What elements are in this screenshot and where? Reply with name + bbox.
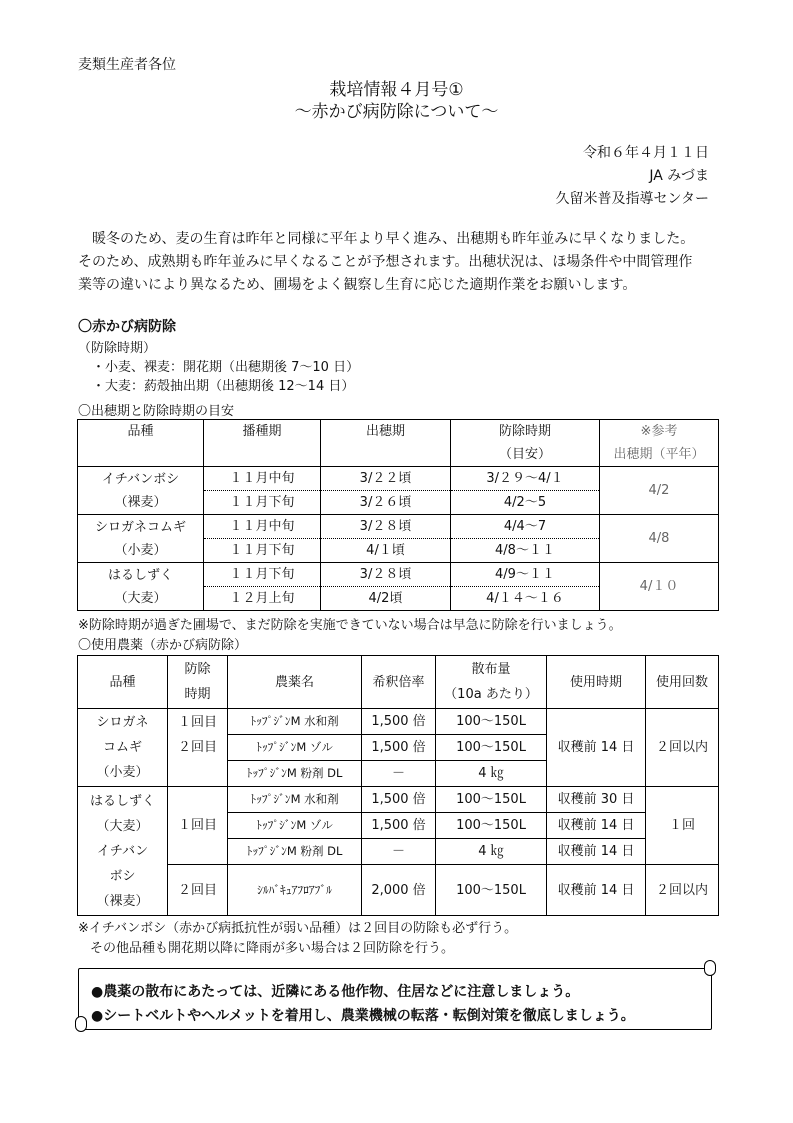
reference-cell: 4/8: [600, 515, 719, 563]
amount-cell: 100～150L: [436, 865, 547, 916]
intro-line-2: そのため、成熟期も昨年並みに早くなることが予想されます。出穂状況は、ほ場条件や中間管理作: [78, 254, 693, 270]
sowing-cell: １２月上旬: [204, 587, 321, 611]
sowing-cell: １１月下旬: [204, 563, 321, 587]
header-heading: 出穂期: [321, 420, 451, 467]
header-amount: 散布量 （10a あたり）: [436, 656, 547, 709]
control-cell: 4/9～１１: [451, 563, 600, 587]
table-header-row: [78, 420, 719, 467]
product-cell: ﾄｯﾌﾟｼﾞﾝM ゾル: [228, 735, 362, 761]
dilution-cell: 1,500 倍: [362, 735, 436, 761]
heading-cell: 3/２８頃: [321, 563, 451, 587]
scroll-frame: [78, 968, 712, 1030]
dilution-cell: 2,000 倍: [362, 865, 436, 916]
addressee: 麦類生産者各位: [78, 57, 176, 73]
period-wheat: ・小麦、裸麦：開花期（出穂期後 7～10 日）: [92, 360, 360, 375]
control-cell: 4/4～7: [451, 515, 600, 539]
amount-cell: 4 ㎏: [436, 839, 547, 865]
header-reference: ※参考 出穂期（平年）: [600, 420, 719, 467]
control-cell: 4/8～１１: [451, 539, 600, 563]
dilution-cell: －: [362, 839, 436, 865]
header-count: 使用回数: [646, 656, 719, 709]
note-late-control: ※防除時期が過ぎた圃場で、まだ防除を実施できていない場合は早急に防除を行いましょう。: [78, 618, 622, 633]
period-barley: ・大麦：葯殻抽出期（出穂期後 12～14 日）: [92, 379, 355, 394]
table-row: [78, 563, 719, 587]
product-cell: ﾄｯﾌﾟｼﾞﾝM ゾル: [228, 813, 362, 839]
reference-cell: 4/１０: [600, 563, 719, 611]
dilution-cell: 1,500 倍: [362, 709, 436, 735]
scroll-curl-icon: [704, 960, 716, 976]
variety-cell: はるしずく （大麦）: [78, 563, 204, 611]
intro-line-1: 暖冬のため、麦の生育は昨年と同様に平年より早く進み、出穂期も昨年並みに早くなりました。: [92, 231, 695, 247]
count-cell: １回: [646, 787, 719, 865]
control-cell: 4/2～5: [451, 491, 600, 515]
dilution-cell: 1,500 倍: [362, 787, 436, 813]
count-cell: ２回以内: [646, 865, 719, 916]
timing-cell: 収穫前 14 日: [547, 813, 646, 839]
header-timing: 使用時期: [547, 656, 646, 709]
sowing-cell: １１月中旬: [204, 467, 321, 491]
organization-2: 久留米普及指導センター: [555, 191, 709, 207]
intro-paragraph: [78, 228, 723, 297]
variety-cell: はるしずく （大麦） イチバン ボシ （裸麦）: [78, 787, 168, 916]
table1-caption: 〇出穂期と防除時期の目安: [78, 404, 235, 419]
amount-cell: 100～150L: [436, 735, 547, 761]
warning-spraying: ●農薬の散布にあたっては、近隣にある他作物、住居などに注意しましょう。: [91, 984, 580, 1000]
variety-cell: シロガネ コムギ （小麦）: [78, 709, 168, 787]
safety-scroll-box: [78, 960, 718, 1032]
dilution-cell: 1,500 倍: [362, 813, 436, 839]
note-ichibanboshi: ※イチバンボシ（赤かび病抵抗性が弱い品種）は２回目の防除も必ず行う。: [78, 921, 518, 936]
period-cell: ２回目: [168, 865, 228, 916]
heading-schedule-table: [77, 419, 719, 611]
timing-cell: 収穫前 14 日: [547, 865, 646, 916]
count-cell: ２回以内: [646, 709, 719, 787]
period-cell: １回目: [168, 787, 228, 865]
title-line-1: 栽培情報４月号①: [329, 80, 464, 100]
heading-cell: 3/２８頃: [321, 515, 451, 539]
heading-cell: 3/２６頃: [321, 491, 451, 515]
table-header-row: [78, 656, 719, 709]
product-cell: ﾄｯﾌﾟｼﾞﾝM 水和剤: [228, 709, 362, 735]
period-heading: （防除時期）: [78, 341, 157, 356]
sowing-cell: １１月中旬: [204, 515, 321, 539]
title-line-2: ～赤かび病防除について～: [294, 102, 499, 122]
header-period: 防除 時期: [168, 656, 228, 709]
amount-cell: 100～150L: [436, 813, 547, 839]
variety-cell: シロガネコムギ （小麦）: [78, 515, 204, 563]
issue-date: 令和６年４月１１日: [583, 145, 709, 161]
heading-cell: 4/2頃: [321, 587, 451, 611]
sowing-cell: １１月下旬: [204, 491, 321, 515]
control-cell: 4/１４～１６: [451, 587, 600, 611]
heading-cell: 3/２２頃: [321, 467, 451, 491]
control-cell: 3/２９～4/１: [451, 467, 600, 491]
amount-cell: 100～150L: [436, 709, 547, 735]
organization-1: JA みづま: [649, 168, 709, 184]
section-heading: 〇赤かび病防除: [78, 319, 176, 335]
intro-line-3: 業等の違いにより異なるため、圃場をよく観察し生育に応じた適期作業をお願いします。: [78, 277, 637, 293]
header-product: 農薬名: [228, 656, 362, 709]
amount-cell: 4 ㎏: [436, 761, 547, 787]
table-row: [78, 709, 719, 735]
pesticide-table: [77, 655, 719, 916]
timing-cell: 収穫前 30 日: [547, 787, 646, 813]
table-row: [78, 865, 719, 916]
heading-cell: 4/１頃: [321, 539, 451, 563]
table-row: [78, 467, 719, 491]
variety-cell: イチバンボシ （裸麦）: [78, 467, 204, 515]
amount-cell: 100～150L: [436, 787, 547, 813]
product-cell: ｼﾙﾊﾞｷｭｱﾌﾛｱﾌﾞﾙ: [228, 865, 362, 916]
header-sowing: 播種期: [204, 420, 321, 467]
sowing-cell: １１月下旬: [204, 539, 321, 563]
header-control: 防除時期 （目安）: [451, 420, 600, 467]
reference-cell: 4/2: [600, 467, 719, 515]
product-cell: ﾄｯﾌﾟｼﾞﾝM 粉剤 DL: [228, 839, 362, 865]
period-cell: １回目 ２回目: [168, 709, 228, 787]
table-row: [78, 787, 719, 813]
dilution-cell: －: [362, 761, 436, 787]
timing-cell: 収穫前 14 日: [547, 839, 646, 865]
header-dilution: 希釈倍率: [362, 656, 436, 709]
header-variety: 品種: [78, 656, 168, 709]
product-cell: ﾄｯﾌﾟｼﾞﾝM 水和剤: [228, 787, 362, 813]
warning-machinery: ●シートベルトやヘルメットを着用し、農業機械の転落・転倒対策を徹底しましょう。: [91, 1008, 635, 1024]
table2-caption: 〇使用農薬（赤かび病防除）: [78, 638, 248, 653]
header-variety: 品種: [78, 420, 204, 467]
table-row: [78, 515, 719, 539]
product-cell: ﾄｯﾌﾟｼﾞﾝM 粉剤 DL: [228, 761, 362, 787]
timing-cell: 収穫前 14 日: [547, 709, 646, 787]
note-other-varieties: その他品種も開花期以降に降雨が多い場合は２回防除を行う。: [90, 941, 455, 956]
scroll-curl-icon: [75, 1016, 87, 1032]
